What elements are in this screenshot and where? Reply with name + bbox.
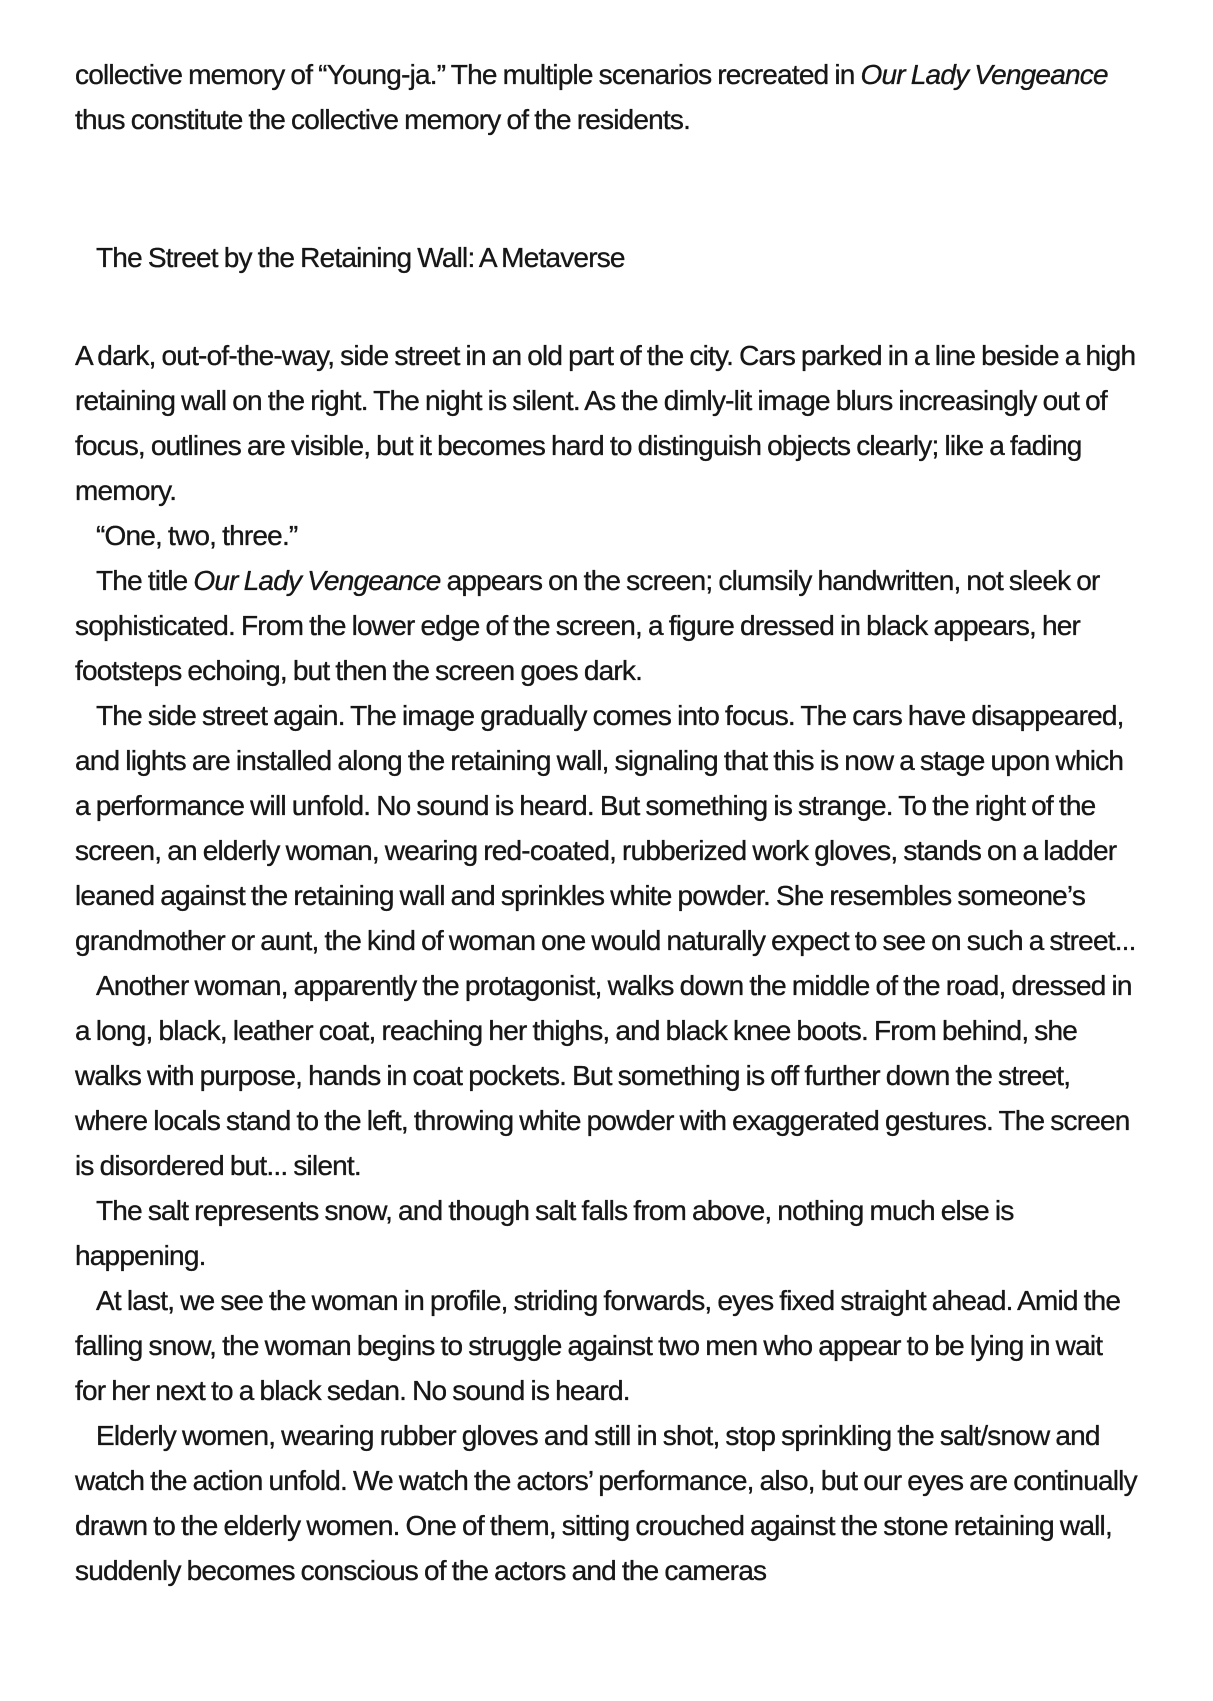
- text-run: The salt represents snow, and though salt falls from above, nothing much else is happening.: [75, 1195, 1014, 1271]
- text-run: A dark, out-of-the-way, side street in an old part of the city. Cars parked in a line beside a high retaining wall on the right. The night is silent. As the dimly-lit image blurs increasingly out of focus, outlines are visible, but it becomes hard to distinguish objects clearly; like a fading memory.: [75, 340, 1136, 506]
- text-run: “One, two, three.”: [96, 520, 298, 551]
- italic-text-run: Our Lady Vengeance: [193, 565, 441, 596]
- section-heading: [75, 235, 1138, 280]
- text-run: The side street again. The image gradually comes into focus. The cars have disappeared, and lights are installed along the retaining wall, signaling that this is now a stage upon which a performance will unfold. No sound is heard. But something is strange. To the right of the screen, an elderly woman, wearing red-coated, rubberized work gloves, stands on a ladder leaned against the retaining wall and sprinkles white powder. She resembles someone’s grandmother or aunt, the kind of woman one would naturally expect to see on such a street...: [75, 700, 1136, 956]
- text-run: Another woman, apparently the protagonist, walks down the middle of the road, dressed in a long, black, leather coat, reaching her thighs, and black knee boots. From behind, she walks with purpose, hands in coat pockets. But something is off further down the street, where locals stand to the left, throwing white powder with exaggerated gestures. The screen is disordered but... silent.: [75, 970, 1132, 1181]
- paragraph: [75, 1188, 1138, 1278]
- text-run: thus constitute the collective memory of the residents.: [75, 104, 691, 135]
- text-run: Elderly women, wearing rubber gloves and still in shot, stop sprinkling the salt/snow and watch the action unfold. We watch the actors’ performance, also, but our eyes are continually drawn to the elderly women. One of them, sitting crouched against the stone retaining wall, suddenly becomes conscious of the actors and the cameras: [75, 1420, 1137, 1586]
- italic-text-run: Our Lady Vengeance: [860, 59, 1108, 90]
- text-run: The title: [96, 565, 194, 596]
- paragraph: [75, 963, 1138, 1188]
- paragraph: [75, 1413, 1138, 1593]
- paragraph: [75, 1278, 1138, 1413]
- text-run: The Street by the Retaining Wall: A Metaverse: [96, 242, 625, 273]
- text-run: At last, we see the woman in profile, striding forwards, eyes fixed straight ahead. Amid the falling snow, the woman begins to struggle against two men who appear to be lying in wait for her next to a black sedan. No sound is heard.: [75, 1285, 1121, 1406]
- text-run: collective memory of “Young-ja.” The multiple scenarios recreated in: [75, 59, 861, 90]
- paragraph: [75, 558, 1138, 693]
- paragraph: [75, 513, 1138, 558]
- paragraph: [75, 52, 1138, 142]
- page-text-block: [75, 52, 1138, 1593]
- paragraph: [75, 693, 1138, 963]
- text-run: appears on the screen; clumsily handwritten, not sleek or sophisticated. From the lower edge of the screen, a figure dressed in black appears, her footsteps echoing, but then the screen goes dark.: [75, 565, 1100, 686]
- paragraph: [75, 333, 1138, 513]
